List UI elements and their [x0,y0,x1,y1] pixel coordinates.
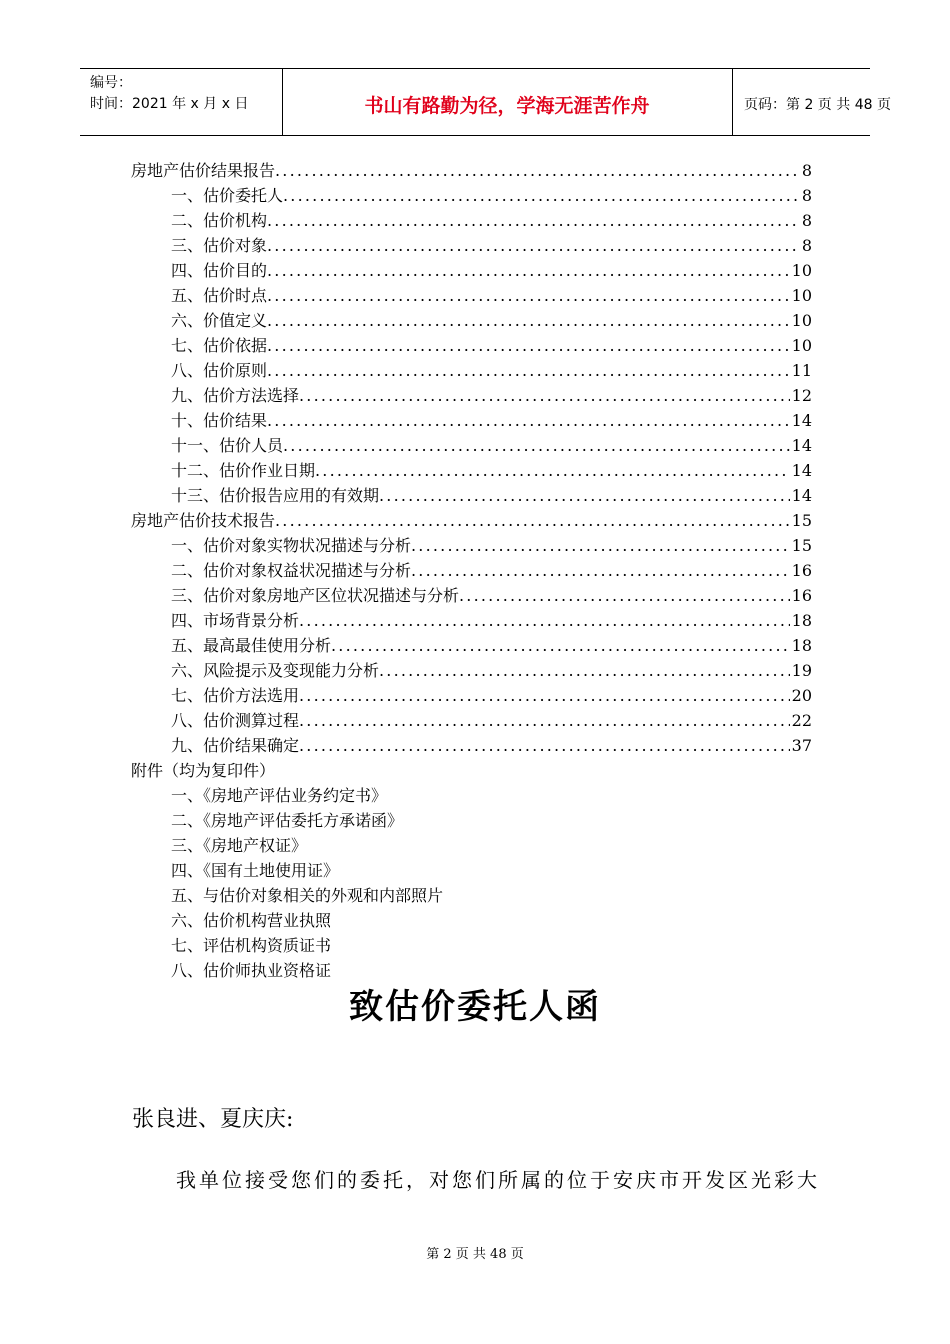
toc-entry[interactable] [171,211,812,231]
toc-entry[interactable] [171,461,812,481]
header-motto-cell [282,69,733,135]
toc-leader-dots [331,636,790,656]
toc-entry-title: 房地产估价技术报告 [131,511,276,530]
toc-entry[interactable] [171,711,812,731]
toc-entry-page: 8 [801,161,812,180]
toc-leader-dots [299,736,790,756]
toc-entry-title: 六、风险提示及变现能力分析 [171,661,380,680]
toc-entry-title: 一、估价对象实物状况描述与分析 [171,536,412,555]
toc-entry-page: 15 [791,511,812,530]
toc-entry-title: 三、估价对象房地产区位状况描述与分析 [171,586,460,605]
toc-entry-page: 10 [791,311,812,330]
appendix-item: 八、估价师执业资格证 [171,961,332,980]
toc-entry-title: 房地产估价结果报告 [131,161,276,180]
appendix-item: 一、《房地产评估业务约定书》 [171,786,388,805]
header-meta [80,69,283,135]
toc-entry-title: 十一、估价人员 [171,436,284,455]
appendix-item: 二、《房地产评估委托方承诺函》 [171,811,404,830]
toc-leader-dots [379,486,790,506]
toc-entry-page: 8 [801,186,812,205]
toc-entry-title: 二、估价对象权益状况描述与分析 [171,561,412,580]
toc-entry-title: 八、估价原则 [171,361,268,380]
letter-salutation: 张良进、夏庆庆: [132,1107,294,1132]
toc-entry[interactable] [171,561,812,581]
toc-leader-dots [299,386,790,406]
toc-entry[interactable] [171,411,812,431]
toc-entry[interactable] [171,661,812,681]
toc-entry[interactable] [171,286,812,306]
toc-entry-title: 四、市场背景分析 [171,611,300,630]
toc-leader-dots [283,186,800,206]
letter-body: 我单位接受您们的委托，对您们所属的位于安庆市开发区光彩大 [176,1168,820,1192]
toc-entry-page: 12 [791,386,812,405]
toc-entry[interactable] [171,486,812,506]
appendix-item: 七、评估机构资质证书 [171,936,332,955]
toc-entry[interactable] [171,586,812,606]
toc-entry-page: 16 [791,586,812,605]
toc-entry-page: 14 [791,436,812,455]
toc-entry[interactable] [171,536,812,556]
toc-leader-dots [379,661,790,681]
toc-leader-dots [315,461,790,481]
toc-entry[interactable] [171,436,812,456]
toc-entry-page: 37 [791,736,812,755]
toc-entry-page: 14 [791,461,812,480]
appendix-title: 附件（均为复印件） [131,761,276,780]
header-page-cell [732,69,891,135]
toc-entry-page: 20 [791,686,812,705]
toc-entry-title: 一、估价委托人 [171,186,284,205]
toc-entry[interactable] [171,336,812,356]
toc-leader-dots [267,286,790,306]
toc-entry-page: 11 [791,361,812,380]
toc-entry[interactable] [171,236,812,256]
toc-entry-page: 8 [801,211,812,230]
toc-leader-dots [267,236,800,256]
toc-entry[interactable] [171,361,812,381]
appendix-item: 四、《国有土地使用证》 [171,861,340,880]
toc-entry[interactable] [171,186,812,206]
toc-entry-title: 十、估价结果 [171,411,268,430]
toc-entry-page: 10 [791,336,812,355]
toc-leader-dots [459,586,790,606]
toc-entry-title: 九、估价结果确定 [171,736,300,755]
toc-entry[interactable] [171,636,812,656]
toc-entry[interactable] [171,736,812,756]
page-header [80,68,891,136]
toc-entry-page: 22 [791,711,812,730]
toc-leader-dots [299,686,790,706]
toc-leader-dots [267,261,790,281]
toc-entry-title: 四、估价目的 [171,261,268,280]
toc-entry-page: 14 [791,411,812,430]
header-page-info: 页码：第 2 页 共 48 页 [744,97,891,113]
toc-leader-dots [275,161,800,181]
toc-entry[interactable] [171,611,812,631]
toc-entry[interactable] [171,261,812,281]
toc-leader-dots [411,536,790,556]
toc-entry-title: 十二、估价作业日期 [171,461,316,480]
toc-entry-title: 九、估价方法选择 [171,386,300,405]
toc-entry[interactable] [171,311,812,331]
toc-leader-dots [267,411,790,431]
toc-entry[interactable] [171,686,812,706]
toc-leader-dots [275,511,790,531]
toc-entry-title: 七、估价方法选用 [171,686,300,705]
toc-leader-dots [283,436,790,456]
appendix-item: 六、估价机构营业执照 [171,911,332,930]
toc-entry[interactable] [171,386,812,406]
toc-entry-title: 五、估价时点 [171,286,268,305]
page-footer: 第 2 页 共 48 页 [426,1247,524,1262]
toc-entry-title: 七、估价依据 [171,336,268,355]
toc-leader-dots [299,711,790,731]
toc-entry-page: 16 [791,561,812,580]
toc-entry-page: 14 [791,486,812,505]
toc-entry[interactable] [131,511,812,531]
toc-entry-title: 十三、估价报告应用的有效期 [171,486,380,505]
toc-leader-dots [267,336,790,356]
toc-leader-dots [411,561,790,581]
toc-entry[interactable] [131,161,812,181]
toc-entry-page: 10 [791,261,812,280]
toc-entry-title: 二、估价机构 [171,211,268,230]
toc-leader-dots [267,311,790,331]
appendix-item: 五、与估价对象相关的外观和内部照片 [171,886,444,905]
toc-entry-page: 19 [791,661,812,680]
toc-entry-page: 15 [791,536,812,555]
appendix-item: 三、《房地产权证》 [171,836,308,855]
document-number-label: 编号： [90,75,132,91]
letter-title: 致估价委托人函 [349,987,601,1027]
toc-leader-dots [267,211,800,231]
toc-entry-page: 10 [791,286,812,305]
toc-entry-title: 八、估价测算过程 [171,711,300,730]
toc-leader-dots [267,361,790,381]
toc-entry-title: 三、估价对象 [171,236,268,255]
header-motto: 书山有路勤为径，学海无涯苦作舟 [364,95,650,117]
toc-entry-title: 六、价值定义 [171,311,268,330]
toc-entry-page: 18 [791,636,812,655]
toc-entry-title: 五、最高最佳使用分析 [171,636,332,655]
toc-leader-dots [299,611,790,631]
toc-entry-page: 8 [801,236,812,255]
document-date-label: 时间：2021 年 x 月 x 日 [90,96,249,112]
toc-entry-page: 18 [791,611,812,630]
